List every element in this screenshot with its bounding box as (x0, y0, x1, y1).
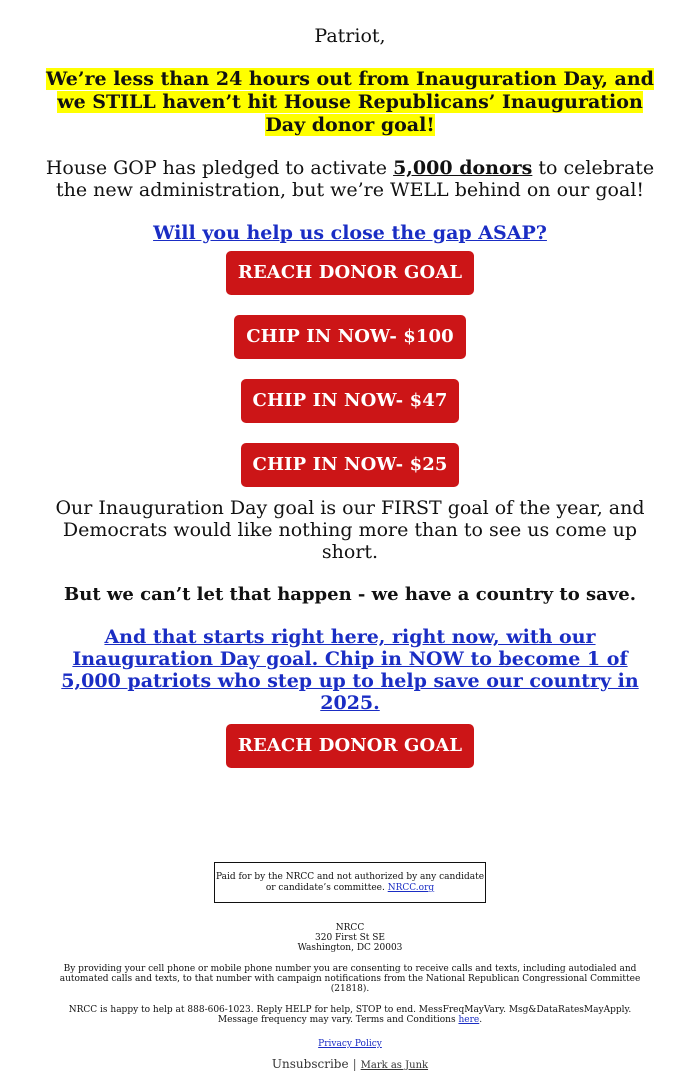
terms-here-link[interactable]: here (458, 1015, 480, 1025)
country-to-save-line: But we can’t let that happen - we have a country to save. (64, 584, 636, 605)
reach-goal-bottom-row (40, 724, 660, 768)
separator: | (352, 1057, 357, 1071)
chip-in-100-button[interactable]: CHIP IN NOW- $100 (234, 315, 466, 359)
intro-part2: to celebrate the new administration, but we’re WELL behind on our goal! (55, 157, 655, 201)
footer (40, 923, 660, 1071)
intro-part1: House GOP has pledged to activate (45, 157, 394, 179)
headline (40, 68, 660, 137)
help-text-body: NRCC is happy to help at 888-606-1023. Reply HELP for help, STOP to end. MessFreqMayVary. Msg&DataRatesMayApply. Message frequency may vary. Terms and Conditions (68, 1005, 632, 1025)
intro-paragraph (40, 157, 660, 201)
paid-for-disclaimer (214, 862, 486, 903)
goal-paragraph: Our Inauguration Day goal is our FIRST goal of the year, and Democrats would like nothing more than to see us come up short. (55, 497, 645, 563)
nrcc-org-link[interactable]: NRCC.org (387, 883, 435, 893)
email-body (40, 0, 660, 1071)
reach-donor-goal-button[interactable]: REACH DONOR GOAL (226, 251, 474, 295)
privacy-policy-link[interactable]: Privacy Policy (318, 1039, 382, 1049)
chip-25-row (40, 443, 660, 487)
help-text: NRCC is happy to help at 888-606-1023. Reply HELP for help, STOP to end. MessFreqMayVary. Msg&DataRatesMayApply. Message frequency may vary. Terms and Conditions here. (68, 1005, 632, 1025)
chip-in-47-button[interactable]: CHIP IN NOW- $47 (241, 379, 460, 423)
consent-text: By providing your cell phone or mobile phone number you are consenting to receive calls and texts, including autodialed and automated calls and texts, to that number with campaign notifications from the National Republican Congressional Committee (21818). (59, 964, 641, 994)
footer-org: NRCC (335, 923, 365, 933)
disclaimer-text: Paid for by the NRCC and not authorized by any candidate or candidate’s committee. (215, 872, 485, 893)
headline-text: We’re less than 24 hours out from Inauguration Day, and we STILL haven’t hit House Republicans’ Inauguration Day donor goal! (46, 68, 654, 136)
footer-city: Washington, DC 20003 (297, 943, 403, 953)
greeting: Patriot, (314, 25, 386, 47)
chip-in-25-button[interactable]: CHIP IN NOW- $25 (241, 443, 460, 487)
footer-street: 320 First St SE (315, 933, 385, 943)
spacer (40, 768, 660, 862)
unsubscribe-link[interactable]: Unsubscribe (271, 1057, 349, 1071)
chip-in-now-link[interactable]: And that starts right here, right now, with our Inauguration Day goal. Chip in NOW to become 1 of 5,000 patriots who step up to help save our country in 2025. (61, 626, 639, 714)
reach-goal-row (40, 251, 660, 295)
donor-count-highlight: 5,000 donors (393, 157, 533, 179)
mark-as-junk-link[interactable]: Mark as Junk (360, 1060, 429, 1071)
reach-donor-goal-bottom-button[interactable]: REACH DONOR GOAL (226, 724, 474, 768)
chip-100-row (40, 315, 660, 359)
chip-47-row (40, 379, 660, 423)
unsubscribe-row (40, 1059, 660, 1071)
close-gap-link[interactable]: Will you help us close the gap ASAP? (153, 222, 547, 244)
